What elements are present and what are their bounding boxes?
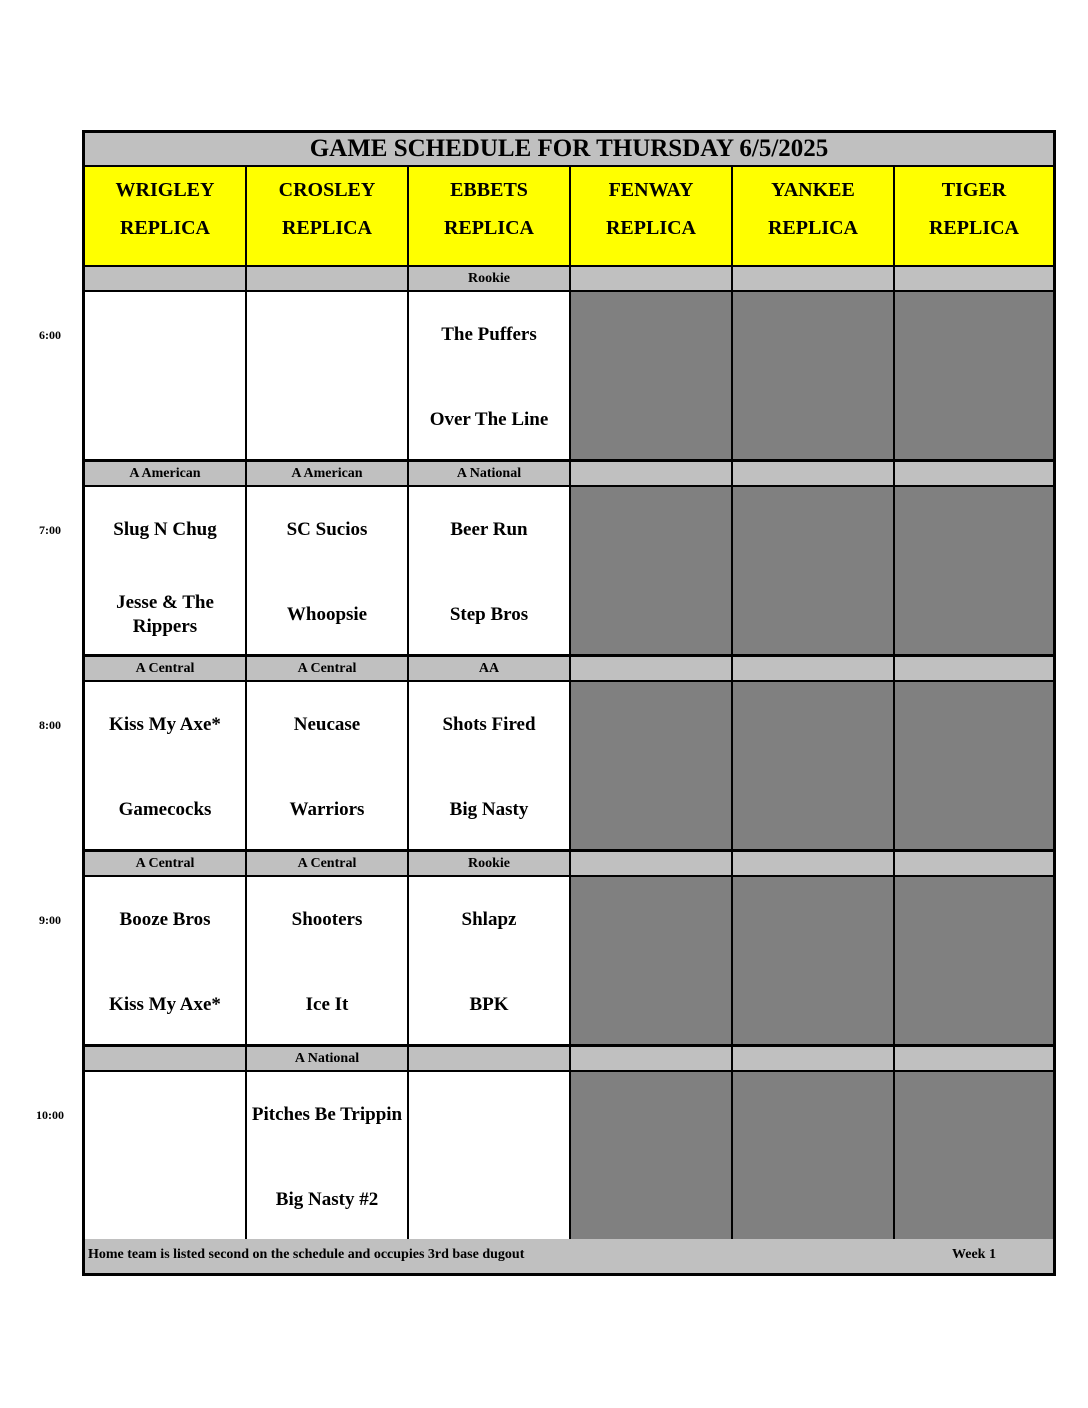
away-team: Slug N Chug: [113, 519, 217, 540]
schedule-sheet: [82, 130, 1056, 1276]
division-band: AA: [409, 657, 571, 682]
game-cell: [247, 682, 409, 852]
unused-cell: [733, 487, 895, 657]
game-cell: [409, 1072, 571, 1242]
division-band: [733, 657, 895, 682]
away-team: [251, 310, 403, 360]
division-band: [571, 852, 733, 877]
division-band: [409, 1047, 571, 1072]
time-label: 6:00: [39, 328, 61, 342]
away-team: [413, 1090, 565, 1140]
field-subtitle: REPLICA: [928, 217, 1019, 239]
game-cell: [247, 487, 409, 657]
division-band: [571, 462, 733, 487]
division-band: [571, 657, 733, 682]
away-team: SC Sucios: [286, 519, 368, 540]
game-cell: [85, 292, 247, 462]
field-subtitle: REPLICA: [119, 217, 210, 239]
game-cell: [85, 1072, 247, 1242]
field-name: WRIGLEY: [115, 179, 215, 201]
game-cell: [85, 877, 247, 1047]
unused-cell: [895, 877, 1053, 1047]
division-band: [571, 267, 733, 292]
time-label: 9:00: [39, 913, 61, 927]
home-team: [89, 395, 241, 445]
division-band: [247, 267, 409, 292]
unused-cell: [895, 1072, 1053, 1242]
field-header-1: [247, 167, 409, 267]
game-cell: [247, 877, 409, 1047]
unused-cell: [571, 487, 733, 657]
home-team: Step Bros: [449, 604, 529, 625]
home-team: [89, 1175, 241, 1225]
away-team: [89, 1090, 241, 1140]
game-cell: [409, 877, 571, 1047]
away-team: Shlapz: [461, 909, 517, 930]
field-subtitle: REPLICA: [767, 217, 858, 239]
field-subtitle: REPLICA: [605, 217, 696, 239]
division-band: A National: [247, 1047, 409, 1072]
division-band: [733, 852, 895, 877]
footer-note: Home team is listed second on the schedule and occupies 3rd base dugout: [88, 1247, 525, 1262]
home-team: Big Nasty #2: [275, 1189, 379, 1210]
game-cell: [409, 292, 571, 462]
home-team: Whoopsie: [286, 604, 368, 625]
division-band: [733, 267, 895, 292]
division-band: A American: [247, 462, 409, 487]
field-header-2: [409, 167, 571, 267]
division-band: [895, 657, 1053, 682]
away-team: The Puffers: [441, 324, 537, 345]
division-band: A American: [85, 462, 247, 487]
field-header-3: [571, 167, 733, 267]
away-team: Kiss My Axe*: [109, 714, 221, 735]
division-band: [895, 267, 1053, 292]
away-team: Neucase: [293, 714, 361, 735]
division-band: A National: [409, 462, 571, 487]
division-band: [733, 462, 895, 487]
division-band: Rookie: [409, 852, 571, 877]
division-band: A Central: [85, 657, 247, 682]
field-subtitle: REPLICA: [443, 217, 534, 239]
division-band: Rookie: [409, 267, 571, 292]
away-team: Pitches Be Trippin: [251, 1104, 403, 1125]
away-team: Shooters: [291, 909, 363, 930]
field-header-4: [733, 167, 895, 267]
schedule-title: GAME SCHEDULE FOR THURSDAY 6/5/2025: [85, 133, 1053, 167]
field-subtitle: REPLICA: [281, 217, 372, 239]
division-band: A Central: [247, 657, 409, 682]
division-band: A Central: [247, 852, 409, 877]
field-name: TIGER: [941, 179, 1007, 201]
game-cell: [409, 682, 571, 852]
unused-cell: [895, 682, 1053, 852]
field-name: YANKEE: [771, 179, 855, 201]
home-team: Over The Line: [429, 409, 549, 430]
time-label: 7:00: [39, 523, 61, 537]
home-team: Gamecocks: [118, 799, 212, 820]
unused-cell: [571, 1072, 733, 1242]
game-cell: [85, 487, 247, 657]
home-team: Kiss My Axe*: [109, 994, 221, 1015]
home-team: [413, 1175, 565, 1225]
field-header-5: [895, 167, 1053, 267]
time-label: 8:00: [39, 718, 61, 732]
unused-cell: [895, 292, 1053, 462]
division-band: [895, 462, 1053, 487]
game-cell: [85, 682, 247, 852]
time-label: 10:00: [36, 1108, 64, 1122]
home-team: Warriors: [289, 799, 365, 820]
away-team: Beer Run: [450, 519, 528, 540]
away-team: Booze Bros: [119, 909, 211, 930]
unused-cell: [571, 292, 733, 462]
game-cell: [247, 292, 409, 462]
game-cell: [409, 487, 571, 657]
field-name: FENWAY: [608, 179, 694, 201]
division-band: [733, 1047, 895, 1072]
division-band: A Central: [85, 852, 247, 877]
away-team: Shots Fired: [442, 714, 536, 735]
unused-cell: [733, 1072, 895, 1242]
home-team: [251, 395, 403, 445]
division-band: [85, 1047, 247, 1072]
unused-cell: [733, 877, 895, 1047]
field-name: EBBETS: [450, 179, 528, 201]
home-team: BPK: [469, 994, 509, 1015]
division-band: [895, 1047, 1053, 1072]
home-team: Jesse & The Rippers: [116, 592, 214, 637]
field-name: CROSLEY: [278, 179, 376, 201]
home-team: Big Nasty: [449, 799, 529, 820]
division-band: [85, 267, 247, 292]
game-cell: [247, 1072, 409, 1242]
unused-cell: [733, 292, 895, 462]
unused-cell: [895, 487, 1053, 657]
home-team: Ice It: [305, 994, 349, 1015]
away-team: [89, 310, 241, 360]
footer-bar: [85, 1239, 1053, 1273]
unused-cell: [733, 682, 895, 852]
division-band: [571, 1047, 733, 1072]
unused-cell: [571, 877, 733, 1047]
unused-cell: [571, 682, 733, 852]
division-band: [895, 852, 1053, 877]
week-label: Week 1: [952, 1247, 996, 1262]
field-header-0: [85, 167, 247, 267]
